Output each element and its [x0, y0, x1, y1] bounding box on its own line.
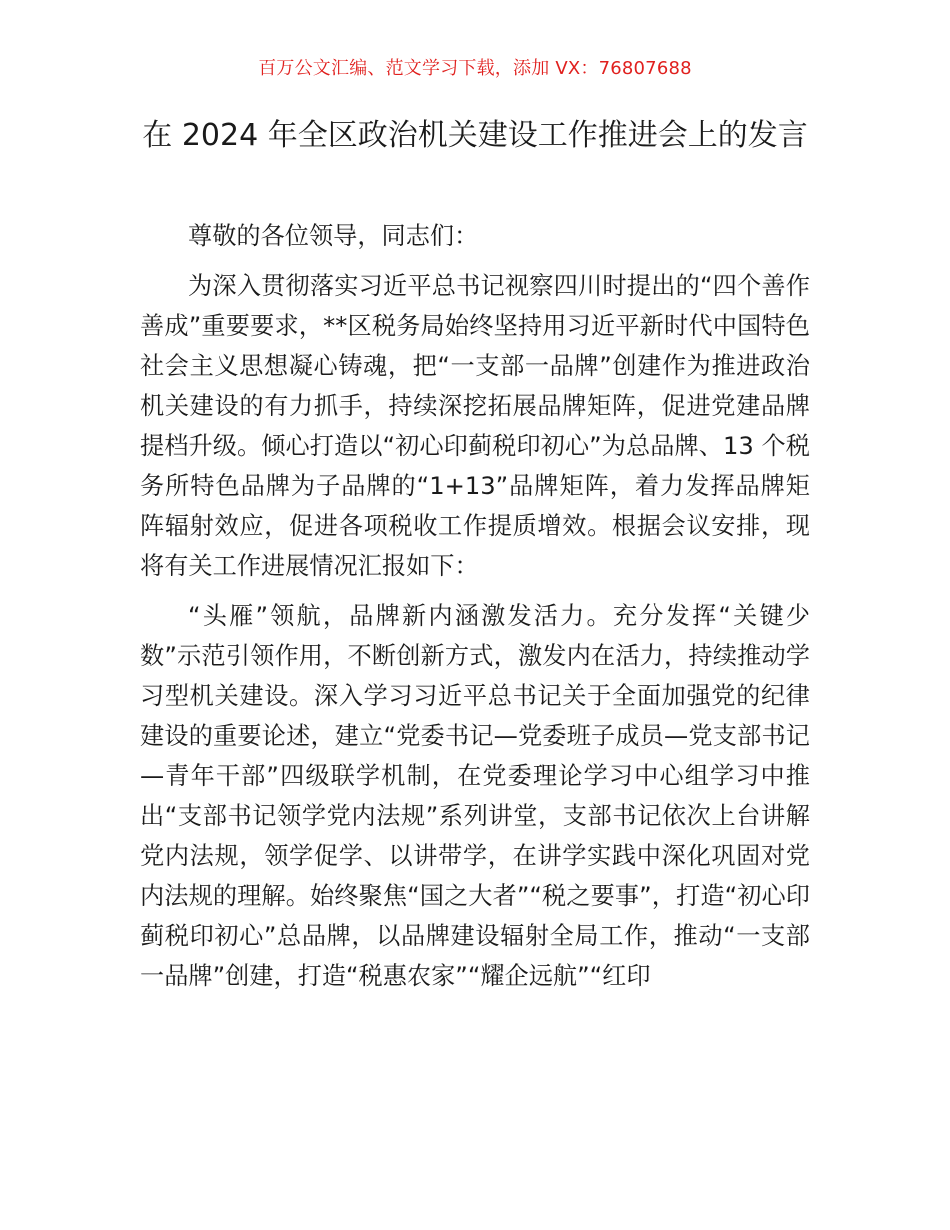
watermark-header-note: 百万公文汇编、范文学习下载，添加 VX：76807688: [258, 58, 692, 79]
document-title: 在 2024 年全区政治机关建设工作推进会上的发言: [142, 118, 808, 153]
salutation: 尊敬的各位领导，同志们：: [188, 222, 479, 250]
paragraph: 为深入贯彻落实习近平总书记视察四川时提出的“四个善作善成”重要要求，**区税务局始终坚持用习近平新时代中国特色社会主义思想凝心铸魂，把“一支部一品牌”创建作为推进政治机关建设的有力抓手，持续深挖拓展品牌矩阵，促进党建品牌提档升级。倾心打造以“初心印蓟税印初心”为总品牌、13 个税务所特色品牌为子品牌的“1+13”品牌矩阵，着力发挥品牌矩阵辐射效应，促进各项税收工作提质增效。根据会议安排，现将有关工作进展情况汇报如下：: [140, 272, 810, 580]
document-body: [140, 216, 810, 1006]
paragraph: “头雁”领航，品牌新内涵激发活力。充分发挥“关键少数”示范引领作用，不断创新方式，激发内在活力，持续推动学习型机关建设。深入学习习近平总书记关于全面加强党的纪律建设的重要论述，建立“党委书记—党委班子成员—党支部书记—青年干部”四级联学机制，在党委理论学习中心组学习中推出“支部书记领学党内法规”系列讲堂，支部书记依次上台讲解党内法规，领学促学、以讲带学，在讲学实践中深化巩固对党内法规的理解。始终聚焦“国之大者”“税之要事”，打造“初心印蓟税印初心”总品牌，以品牌建设辐射全局工作，推动“一支部一品牌”创建，打造“税惠农家”“耀企远航”“红印: [140, 602, 810, 990]
